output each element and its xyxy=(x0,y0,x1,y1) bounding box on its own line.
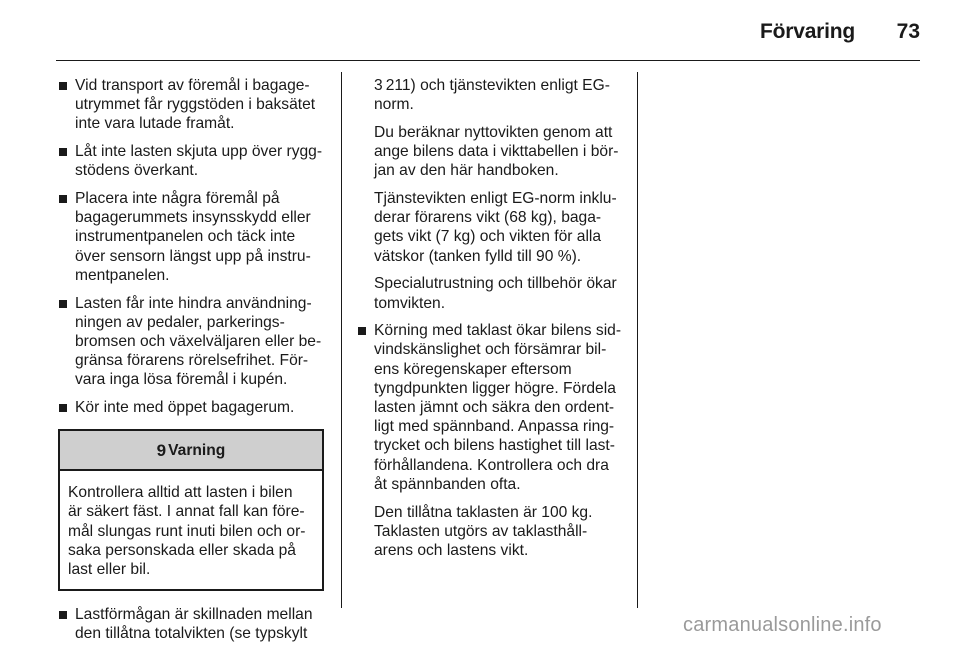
text-line: Vid transport av föremål i bagage- xyxy=(75,77,310,94)
bullet-item xyxy=(58,398,328,417)
text-line: vindskänslighet och försämrar bil- xyxy=(374,341,607,359)
text-line: den tillåtna totalvikten (se typskylt xyxy=(75,625,308,643)
text-line xyxy=(374,76,625,95)
text-line: vätskor (tanken fylld till 90 %). xyxy=(374,247,582,265)
bullet-item xyxy=(58,142,328,180)
paragraph xyxy=(357,503,625,561)
text-line: över sensorn längst upp på instru- xyxy=(75,247,311,265)
text-line: vara inga lösa föremål i kupén. xyxy=(75,371,288,389)
text-line: Kontrollera alltid att lasten i bilen xyxy=(68,484,293,502)
header-rule xyxy=(56,60,920,61)
bullet-list-bottom xyxy=(58,605,328,643)
text-fragment: 211) och tjänstevikten enligt EG- xyxy=(385,77,610,94)
text-line: derar förarens vikt (68 kg), baga- xyxy=(374,209,602,227)
text-line: tyngdpunkten ligger högre. Fördela xyxy=(374,379,616,397)
text-line: åt spännbanden ofta. xyxy=(374,475,521,493)
square-bullet-icon xyxy=(59,404,67,412)
bullet-item xyxy=(58,189,328,285)
bullet-item xyxy=(58,294,328,390)
text-line: Körning med taklast ökar bilens sid- xyxy=(374,322,622,340)
column-divider-right xyxy=(637,72,638,608)
text-line: Taklasten utgörs av taklasthåll- xyxy=(374,522,588,540)
section-title: Förvaring xyxy=(760,20,856,43)
bullet-item xyxy=(58,76,328,134)
bullet-item xyxy=(58,605,328,643)
text-line: saka personskada eller skada på xyxy=(68,541,296,559)
text-line: utrymmet får ryggstöden i baksätet xyxy=(75,96,316,114)
text-line: bromsen och växelväljaren eller be- xyxy=(75,332,322,350)
text-line: last eller bil. xyxy=(68,561,151,579)
text-line: gets vikt (7 kg) och vikten för alla xyxy=(374,228,602,246)
text-line: stödens överkant. xyxy=(75,162,199,180)
text-line: Den tillåtna taklasten är 100 kg. xyxy=(374,503,593,521)
warning-body xyxy=(60,471,322,589)
page-header xyxy=(0,0,960,62)
paragraph xyxy=(374,274,625,312)
square-bullet-icon xyxy=(59,300,67,308)
warning-header xyxy=(60,431,322,471)
cross-reference-icon: 3 xyxy=(374,77,383,94)
text-line: ange bilens data i vikttabellen i bör- xyxy=(374,143,619,161)
square-bullet-icon xyxy=(59,148,67,156)
text-line: mentpanelen. xyxy=(75,266,170,284)
column-divider-left xyxy=(341,72,342,608)
text-line: mål slungas runt inuti bilen och or- xyxy=(68,522,306,540)
text-line: förhållandena. Kontrollera och dra xyxy=(374,456,609,474)
continued-bullet-text xyxy=(357,76,625,313)
text-line: ningen av pedaler, parkerings- xyxy=(75,313,285,331)
column-1 xyxy=(58,76,328,652)
text-line: gränsa förarens rörelsefrihet. För- xyxy=(75,352,309,370)
text-line: norm. xyxy=(374,96,414,114)
paragraph xyxy=(374,76,625,114)
square-bullet-icon xyxy=(358,327,366,335)
warning-icon: 9 xyxy=(156,440,167,460)
warning-title: Varning xyxy=(168,441,226,459)
text-line: är säkert fäst. I annat fall kan före- xyxy=(68,503,305,521)
text-line: Placera inte några föremål på xyxy=(75,190,280,208)
square-bullet-icon xyxy=(59,82,67,90)
text-line: tomvikten. xyxy=(374,294,446,312)
text-line: jan av den här handboken. xyxy=(374,162,559,180)
paragraph xyxy=(374,123,625,181)
warning-box xyxy=(58,429,324,591)
text-line: Du beräknar nyttovikten genom att xyxy=(374,123,613,141)
text-line: trycket och bilens hastighet till last- xyxy=(374,437,615,455)
watermark: carmanualsonline.info xyxy=(683,614,882,636)
text-line: lasten jämnt och säkra den ordent- xyxy=(374,399,615,417)
text-line: Låt inte lasten skjuta upp över rygg- xyxy=(75,143,323,161)
text-line: inte vara lutade framåt. xyxy=(75,115,235,133)
text-line: Lastförmågan är skillnaden mellan xyxy=(75,606,313,624)
text-line: ligt med spännband. Anpassa ring- xyxy=(374,418,615,436)
text-line: bagagerummets insynsskydd eller xyxy=(75,209,311,227)
bullet-list-top xyxy=(58,76,328,417)
text-line: ens köregenskaper eftersom xyxy=(374,360,572,378)
page-number: 73 xyxy=(896,20,920,43)
text-line: Tjänstevikten enligt EG-norm inklu- xyxy=(374,190,617,208)
bullet-item xyxy=(357,321,625,494)
text-line: Specialutrustning och tillbehör ökar xyxy=(374,275,617,293)
text-line: instrumentpanelen och täck inte xyxy=(75,228,296,246)
text-line: Kör inte med öppet bagagerum. xyxy=(75,399,295,417)
square-bullet-icon xyxy=(59,611,67,619)
text-line: arens och lastens vikt. xyxy=(374,541,529,559)
paragraph xyxy=(374,189,625,266)
square-bullet-icon xyxy=(59,195,67,203)
column-2 xyxy=(357,76,625,569)
text-line: Lasten får inte hindra användning- xyxy=(75,294,312,312)
